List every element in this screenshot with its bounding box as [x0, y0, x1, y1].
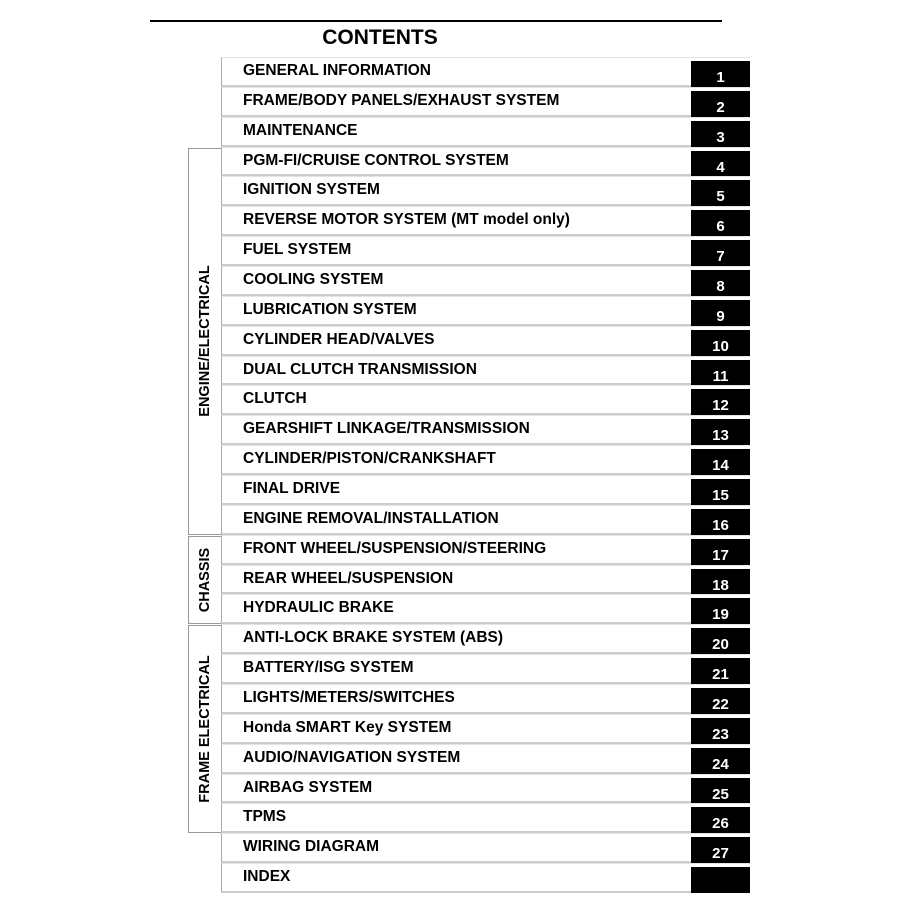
group-bracket	[188, 625, 221, 833]
section-number-tab[interactable]: 10	[691, 330, 750, 356]
group-bracket	[188, 536, 221, 625]
section-label[interactable]: ENGINE REMOVAL/INSTALLATION	[243, 509, 499, 527]
section-row[interactable]	[221, 624, 750, 654]
section-label[interactable]: FINAL DRIVE	[243, 480, 341, 498]
section-number-tab[interactable]: 15	[691, 479, 750, 505]
section-label[interactable]: LIGHTS/METERS/SWITCHES	[243, 689, 455, 707]
page-title: CONTENTS	[322, 26, 438, 49]
group-label: FRAME ELECTRICAL	[197, 655, 213, 804]
section-row[interactable]	[221, 266, 750, 296]
group-label: CHASSIS	[197, 547, 213, 613]
section-row[interactable]	[221, 654, 750, 684]
top-rule	[150, 20, 722, 22]
section-number-tab[interactable]: 9	[691, 300, 750, 326]
section-row[interactable]	[221, 236, 750, 266]
section-number-tab[interactable]: 14	[691, 449, 750, 475]
section-label[interactable]: AUDIO/NAVIGATION SYSTEM	[243, 748, 461, 766]
section-label[interactable]: AIRBAG SYSTEM	[243, 778, 373, 796]
section-label[interactable]: FUEL SYSTEM	[243, 241, 352, 259]
section-label[interactable]: FRONT WHEEL/SUSPENSION/STEERING	[243, 539, 547, 557]
section-row[interactable]	[221, 296, 750, 326]
section-number-tab[interactable]: 3	[691, 121, 750, 147]
section-label[interactable]: CYLINDER/PISTON/CRANKSHAFT	[243, 450, 496, 468]
group-label: ENGINE/ELECTRICAL	[197, 265, 213, 417]
section-label[interactable]: INDEX	[243, 868, 291, 886]
section-number-tab[interactable]: 2	[691, 91, 750, 117]
section-number-tab[interactable]: 16	[691, 509, 750, 535]
section-label[interactable]: WIRING DIAGRAM	[243, 838, 380, 856]
section-number-tab[interactable]: 5	[691, 180, 750, 206]
section-row[interactable]	[221, 774, 750, 804]
section-row[interactable]	[221, 57, 750, 87]
section-number-tab[interactable]: 13	[691, 419, 750, 445]
contents-list	[221, 57, 750, 893]
section-row[interactable]	[221, 535, 750, 565]
section-label[interactable]: CLUTCH	[243, 390, 307, 408]
section-number-tab[interactable]: 18	[691, 569, 750, 595]
section-row[interactable]	[221, 356, 750, 386]
section-row[interactable]	[221, 594, 750, 624]
section-row[interactable]	[221, 147, 750, 177]
section-number-tab[interactable]: 17	[691, 539, 750, 565]
section-number-tab[interactable]: 7	[691, 240, 750, 266]
section-number-tab[interactable]: 23	[691, 718, 750, 744]
section-row[interactable]	[221, 475, 750, 505]
section-number-tab[interactable]: 24	[691, 748, 750, 774]
section-number-tab[interactable]: 21	[691, 658, 750, 684]
section-label[interactable]: FRAME/BODY PANELS/EXHAUST SYSTEM	[243, 91, 560, 109]
section-label[interactable]: CYLINDER HEAD/VALVES	[243, 330, 435, 348]
section-row[interactable]	[221, 117, 750, 147]
group-bracket	[188, 148, 221, 535]
section-label[interactable]: LUBRICATION SYSTEM	[243, 300, 417, 318]
section-number-tab[interactable]	[691, 867, 750, 893]
section-label[interactable]: BATTERY/ISG SYSTEM	[243, 659, 414, 677]
section-number-tab[interactable]: 8	[691, 270, 750, 296]
section-row[interactable]	[221, 863, 750, 893]
section-row[interactable]	[221, 803, 750, 833]
section-row[interactable]	[221, 176, 750, 206]
section-row[interactable]	[221, 744, 750, 774]
section-number-tab[interactable]: 6	[691, 210, 750, 236]
section-row[interactable]	[221, 505, 750, 535]
section-label[interactable]: ANTI-LOCK BRAKE SYSTEM (ABS)	[243, 629, 504, 647]
section-label[interactable]: COOLING SYSTEM	[243, 271, 384, 289]
section-label[interactable]: Honda SMART Key SYSTEM	[243, 718, 452, 736]
section-number-tab[interactable]: 11	[691, 360, 750, 386]
section-label[interactable]: REVERSE MOTOR SYSTEM (MT model only)	[243, 211, 570, 229]
section-number-tab[interactable]: 22	[691, 688, 750, 714]
section-number-tab[interactable]: 19	[691, 598, 750, 624]
section-row[interactable]	[221, 385, 750, 415]
section-label[interactable]: REAR WHEEL/SUSPENSION	[243, 569, 454, 587]
section-row[interactable]	[221, 565, 750, 595]
section-number-tab[interactable]: 27	[691, 837, 750, 863]
section-number-tab[interactable]: 25	[691, 778, 750, 804]
section-row[interactable]	[221, 445, 750, 475]
section-row[interactable]	[221, 714, 750, 744]
section-number-tab[interactable]: 4	[691, 151, 750, 177]
section-label[interactable]: MAINTENANCE	[243, 121, 358, 139]
section-number-tab[interactable]: 20	[691, 628, 750, 654]
section-row[interactable]	[221, 87, 750, 117]
section-label[interactable]: TPMS	[243, 808, 287, 826]
section-label[interactable]: GEARSHIFT LINKAGE/TRANSMISSION	[243, 420, 530, 438]
section-row[interactable]	[221, 206, 750, 236]
section-label[interactable]: GENERAL INFORMATION	[243, 62, 432, 79]
section-number-tab[interactable]: 26	[691, 807, 750, 833]
section-row[interactable]	[221, 326, 750, 356]
section-row[interactable]	[221, 415, 750, 445]
section-number-tab[interactable]: 12	[691, 389, 750, 415]
section-label[interactable]: HYDRAULIC BRAKE	[243, 599, 394, 617]
section-label[interactable]: PGM-FI/CRUISE CONTROL SYSTEM	[243, 151, 509, 169]
section-row[interactable]	[221, 684, 750, 714]
section-number-tab[interactable]: 1	[691, 61, 750, 87]
section-label[interactable]: DUAL CLUTCH TRANSMISSION	[243, 360, 477, 378]
section-label[interactable]: IGNITION SYSTEM	[243, 181, 380, 199]
section-row[interactable]	[221, 833, 750, 863]
